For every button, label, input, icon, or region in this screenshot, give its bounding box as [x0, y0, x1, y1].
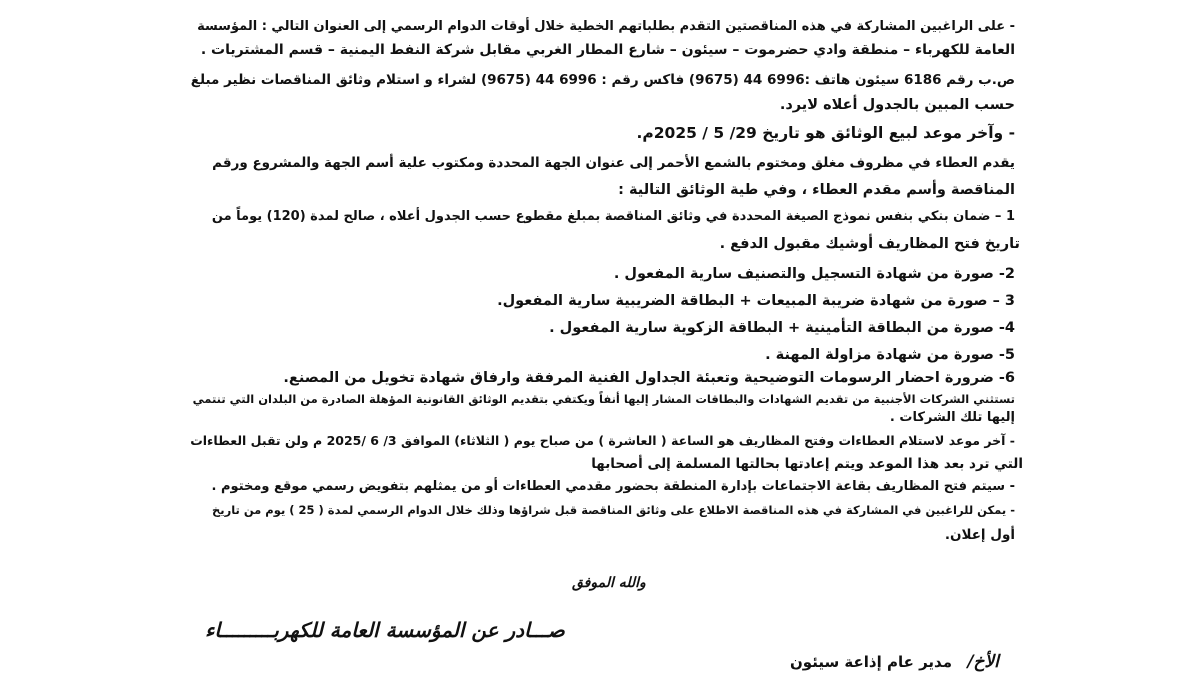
- intro-line-4: حسب المبين بالجدول أعلاه لايرد.: [779, 97, 1015, 113]
- foreign-companies-line-1: تستثني الشركات الأجنبية من تقديم الشهادات والبطاقات المشار إليها أنفاً ويكتفي بتقديم الوثائق القانونية المؤهلة الصادرة من البلدان التي تنتمي: [192, 392, 1015, 406]
- review-line-2: أول إعلان.: [944, 527, 1015, 543]
- issuer-signature-line: صـــادر عن المؤسسة العامة للكهربـــــــــاء: [205, 618, 565, 642]
- addressee-name: مدير عام إذاعة سيئون: [790, 653, 952, 671]
- intro-line-2: العامة للكهرباء – منطقة وادي حضرموت – سيئون – شارع المطار الغربي مقابل شركة النفط اليمنية – قسم المشتريات .: [200, 42, 1015, 58]
- final-deadline-line-2: التي ترد بعد هذا الموعد ويتم إعادتها بحالتها المسلمة إلى أصحابها: [591, 456, 1023, 472]
- submission-line-2: المناقصة وأسم مقدم العطاء ، وفي طية الوثائق التالية :: [618, 182, 1015, 198]
- intro-line-3: ص.ب رقم 6186 سيئون هاتف :6996 44 (9675) فاكس رقم : 6996 44 (9675) لشراء و استلام وثائق المناقصات نظير مبلغ: [190, 72, 1015, 88]
- addressee-line: [790, 652, 999, 672]
- requirement-5: 5- صورة من شهادة مزاولة المهنة .: [765, 347, 1015, 363]
- requirement-1: 1 – ضمان بنكي بنفس نموذج الصيغة المحددة في وثائق المناقصة بمبلغ مقطوع حسب الجدول أعلاه ، صالح لمدة (120) يوماً من: [211, 209, 1015, 224]
- requirement-6: 6- ضرورة احضار الرسومات التوضيحية وتعبئة الجداول الفنية المرفقة وارفاق شهادة تخويل من المصنع.: [283, 370, 1015, 386]
- requirement-3: 3 – صورة من شهادة ضريبة المبيعات + البطاقة الضريبية سارية المفعول.: [497, 293, 1015, 309]
- intro-line-1: - على الراغبين المشاركة في هذه المناقصتين التقدم بطلباتهم الخطية خلال أوقات الدوام الرسمي إلى العنوان التالي : المؤسسة: [197, 19, 1015, 34]
- closing-phrase: والله الموفق: [572, 575, 646, 591]
- addressee-label: الأخ/: [967, 652, 999, 672]
- requirement-4: 4- صورة من البطاقة التأمينية + البطاقة الزكوية سارية المفعول .: [549, 320, 1015, 336]
- final-deadline-line-1: - آخر موعد لاستلام العطاءات وفتح المظاريف هو الساعة ( العاشرة ) من صباح يوم ( الثلاثاء) الموافق 3/ 6 /2025 م ولن تقبل العطاءات: [190, 433, 1015, 448]
- opening-session-line: - سيتم فتح المظاريف بقاعة الاجتماعات بإدارة المنطقة بحضور مقدمي العطاءات أو من يمثلهم بتفويض رسمي موقع ومختوم .: [211, 479, 1015, 494]
- documents-sale-deadline: - وآخر موعد لبيع الوثائق هو تاريخ 29/ 5 / 2025م.: [636, 124, 1015, 142]
- requirement-1-continued: تاريخ فتح المظاريف أوشيك مقبول الدفع .: [719, 236, 1020, 252]
- review-line-1: - يمكن للراغبين في المشاركة في هذه المناقصة الاطلاع على وثائق المناقصة قبل شراؤها وذلك خلال الدوام الرسمي لمدة ( 25 ) يوم من تاريخ: [211, 503, 1015, 517]
- submission-line-1: يقدم العطاء في مظروف مغلق ومختوم بالشمع الأحمر إلى عنوان الجهة المحددة ومكتوب علية أسم الجهة والمشروع ورقم: [212, 155, 1015, 171]
- requirement-2: 2- صورة من شهادة التسجيل والتصنيف سارية المفعول .: [613, 266, 1015, 282]
- foreign-companies-line-2: إليها تلك الشركات .: [889, 410, 1015, 425]
